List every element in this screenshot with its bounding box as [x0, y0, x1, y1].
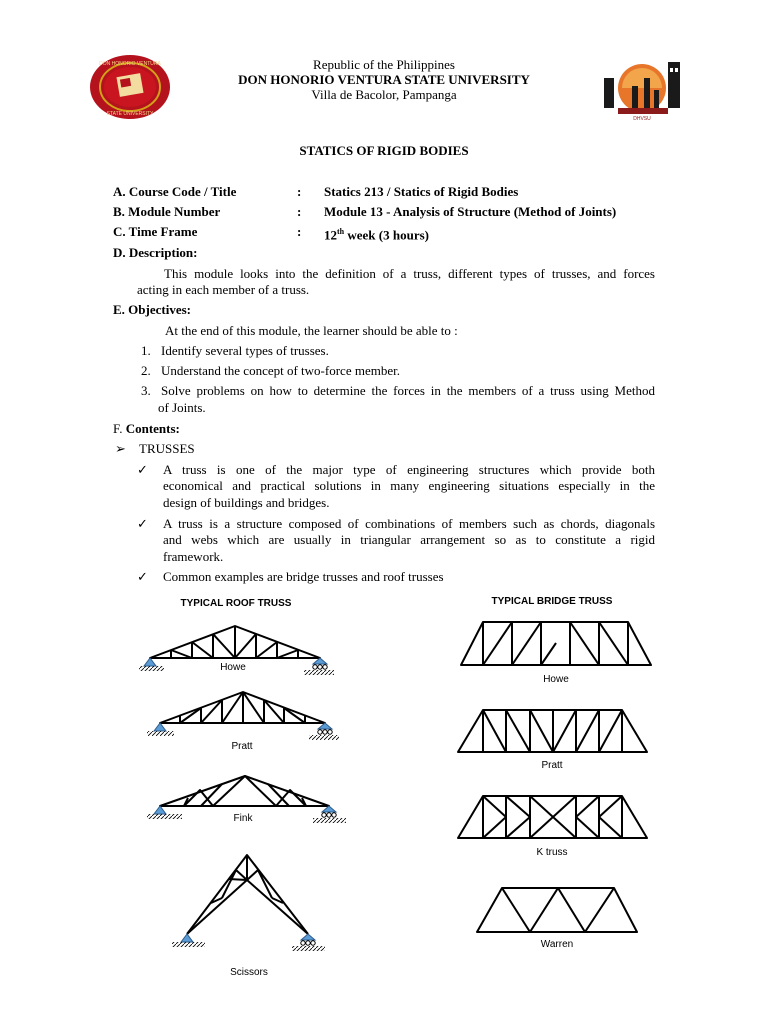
roof-fink-truss: [160, 776, 329, 806]
bridge-warren-label: Warren: [540, 939, 574, 950]
objective-number: 1.: [141, 343, 151, 358]
time-frame-value: 12th week (3 hours): [324, 227, 429, 243]
roof-pratt-label: Pratt: [231, 741, 253, 752]
checkmark-icon: ✓: [137, 569, 148, 584]
roof-truss-title: TYPICAL ROOF TRUSS: [180, 598, 292, 609]
bullet-1-line-2: economical and practical solutions in many engineering situations especially in the: [163, 478, 655, 493]
checkmark-icon: ✓: [137, 516, 148, 531]
bridge-howe-truss: [461, 622, 651, 665]
objective-item-3-line-1: Solve problems on how to determine the forces in the members of a truss using Method: [161, 383, 655, 398]
bridge-pratt-truss: [458, 710, 647, 752]
bullet-1-line-3: design of buildings and bridges.: [163, 495, 330, 510]
bullet-1-line-1: A truss is one of the major type of engineering structures which provide both: [163, 462, 655, 477]
module-number-value: Module 13 - Analysis of Structure (Method of Joints): [324, 204, 617, 219]
bridge-truss-title: TYPICAL BRIDGE TRUSS: [491, 596, 613, 607]
description-heading: D. Description:: [113, 245, 198, 260]
bridge-howe-label: Howe: [543, 674, 569, 685]
roof-pratt-truss: [160, 692, 325, 723]
course-code-label: A. Course Code / Title: [113, 184, 237, 199]
roof-howe-label: Howe: [220, 662, 246, 673]
bullet-3-line-1: Common examples are bridge trusses and roof trusses: [163, 569, 444, 584]
svg-text:DHVSU: DHVSU: [633, 116, 651, 122]
bridge-k-truss: [458, 796, 647, 838]
truss-figure: [0, 585, 768, 985]
bridge-warren-truss: [477, 888, 637, 932]
course-code-colon: :: [297, 184, 302, 199]
description-line-1: This module looks into the definition of a truss, different types of trusses, and forces: [164, 266, 655, 281]
bridge-k-truss-label: K truss: [536, 847, 568, 858]
objective-item-2: Understand the concept of two-force member.: [161, 363, 400, 378]
checkmark-icon: ✓: [137, 462, 148, 477]
description-line-2: acting in each member of a truss.: [137, 282, 310, 297]
bullet-2-line-2: and webs which are usually in triangular arrangement so as to constitute a rigid: [163, 532, 655, 547]
time-frame-label: C. Time Frame: [113, 224, 198, 239]
header-address: Villa de Bacolor, Pampanga: [311, 87, 457, 102]
objectives-intro: At the end of this module, the learner should be able to :: [165, 323, 458, 338]
bridge-pratt-label: Pratt: [541, 760, 563, 771]
module-number-label: B. Module Number: [113, 204, 221, 219]
objective-number: 2.: [141, 363, 151, 378]
objective-item-3-line-2: of Joints.: [158, 400, 206, 415]
roof-scissors-truss: [187, 855, 308, 934]
header-country: Republic of the Philippines: [313, 57, 455, 72]
course-code-value: Statics 213 / Statics of Rigid Bodies: [324, 184, 519, 199]
arrow-bullet-icon: ➢: [115, 441, 126, 456]
svg-text:DON HONORIO VENTURA: DON HONORIO VENTURA: [99, 61, 161, 67]
objectives-heading: E. Objectives:: [113, 302, 191, 317]
svg-text:STATE UNIVERSITY: STATE UNIVERSITY: [106, 111, 154, 117]
time-frame-colon: :: [297, 224, 302, 239]
objective-item-1: Identify several types of trusses.: [161, 343, 329, 358]
bullet-2-line-1: A truss is a structure composed of combinations of members such as chords, diagonals: [163, 516, 655, 531]
header-university: DON HONORIO VENTURA STATE UNIVERSITY: [238, 72, 530, 87]
page-title: STATICS OF RIGID BODIES: [299, 143, 469, 158]
objective-number: 3.: [141, 383, 151, 398]
module-number-colon: :: [297, 204, 302, 219]
roof-howe-truss: [150, 626, 320, 658]
bullet-2-line-3: framework.: [163, 549, 224, 564]
roof-fink-label: Fink: [233, 813, 253, 824]
contents-heading: F. Contents:: [113, 421, 180, 436]
trusses-topic: TRUSSES: [139, 441, 195, 456]
roof-scissors-label: Scissors: [230, 967, 268, 978]
